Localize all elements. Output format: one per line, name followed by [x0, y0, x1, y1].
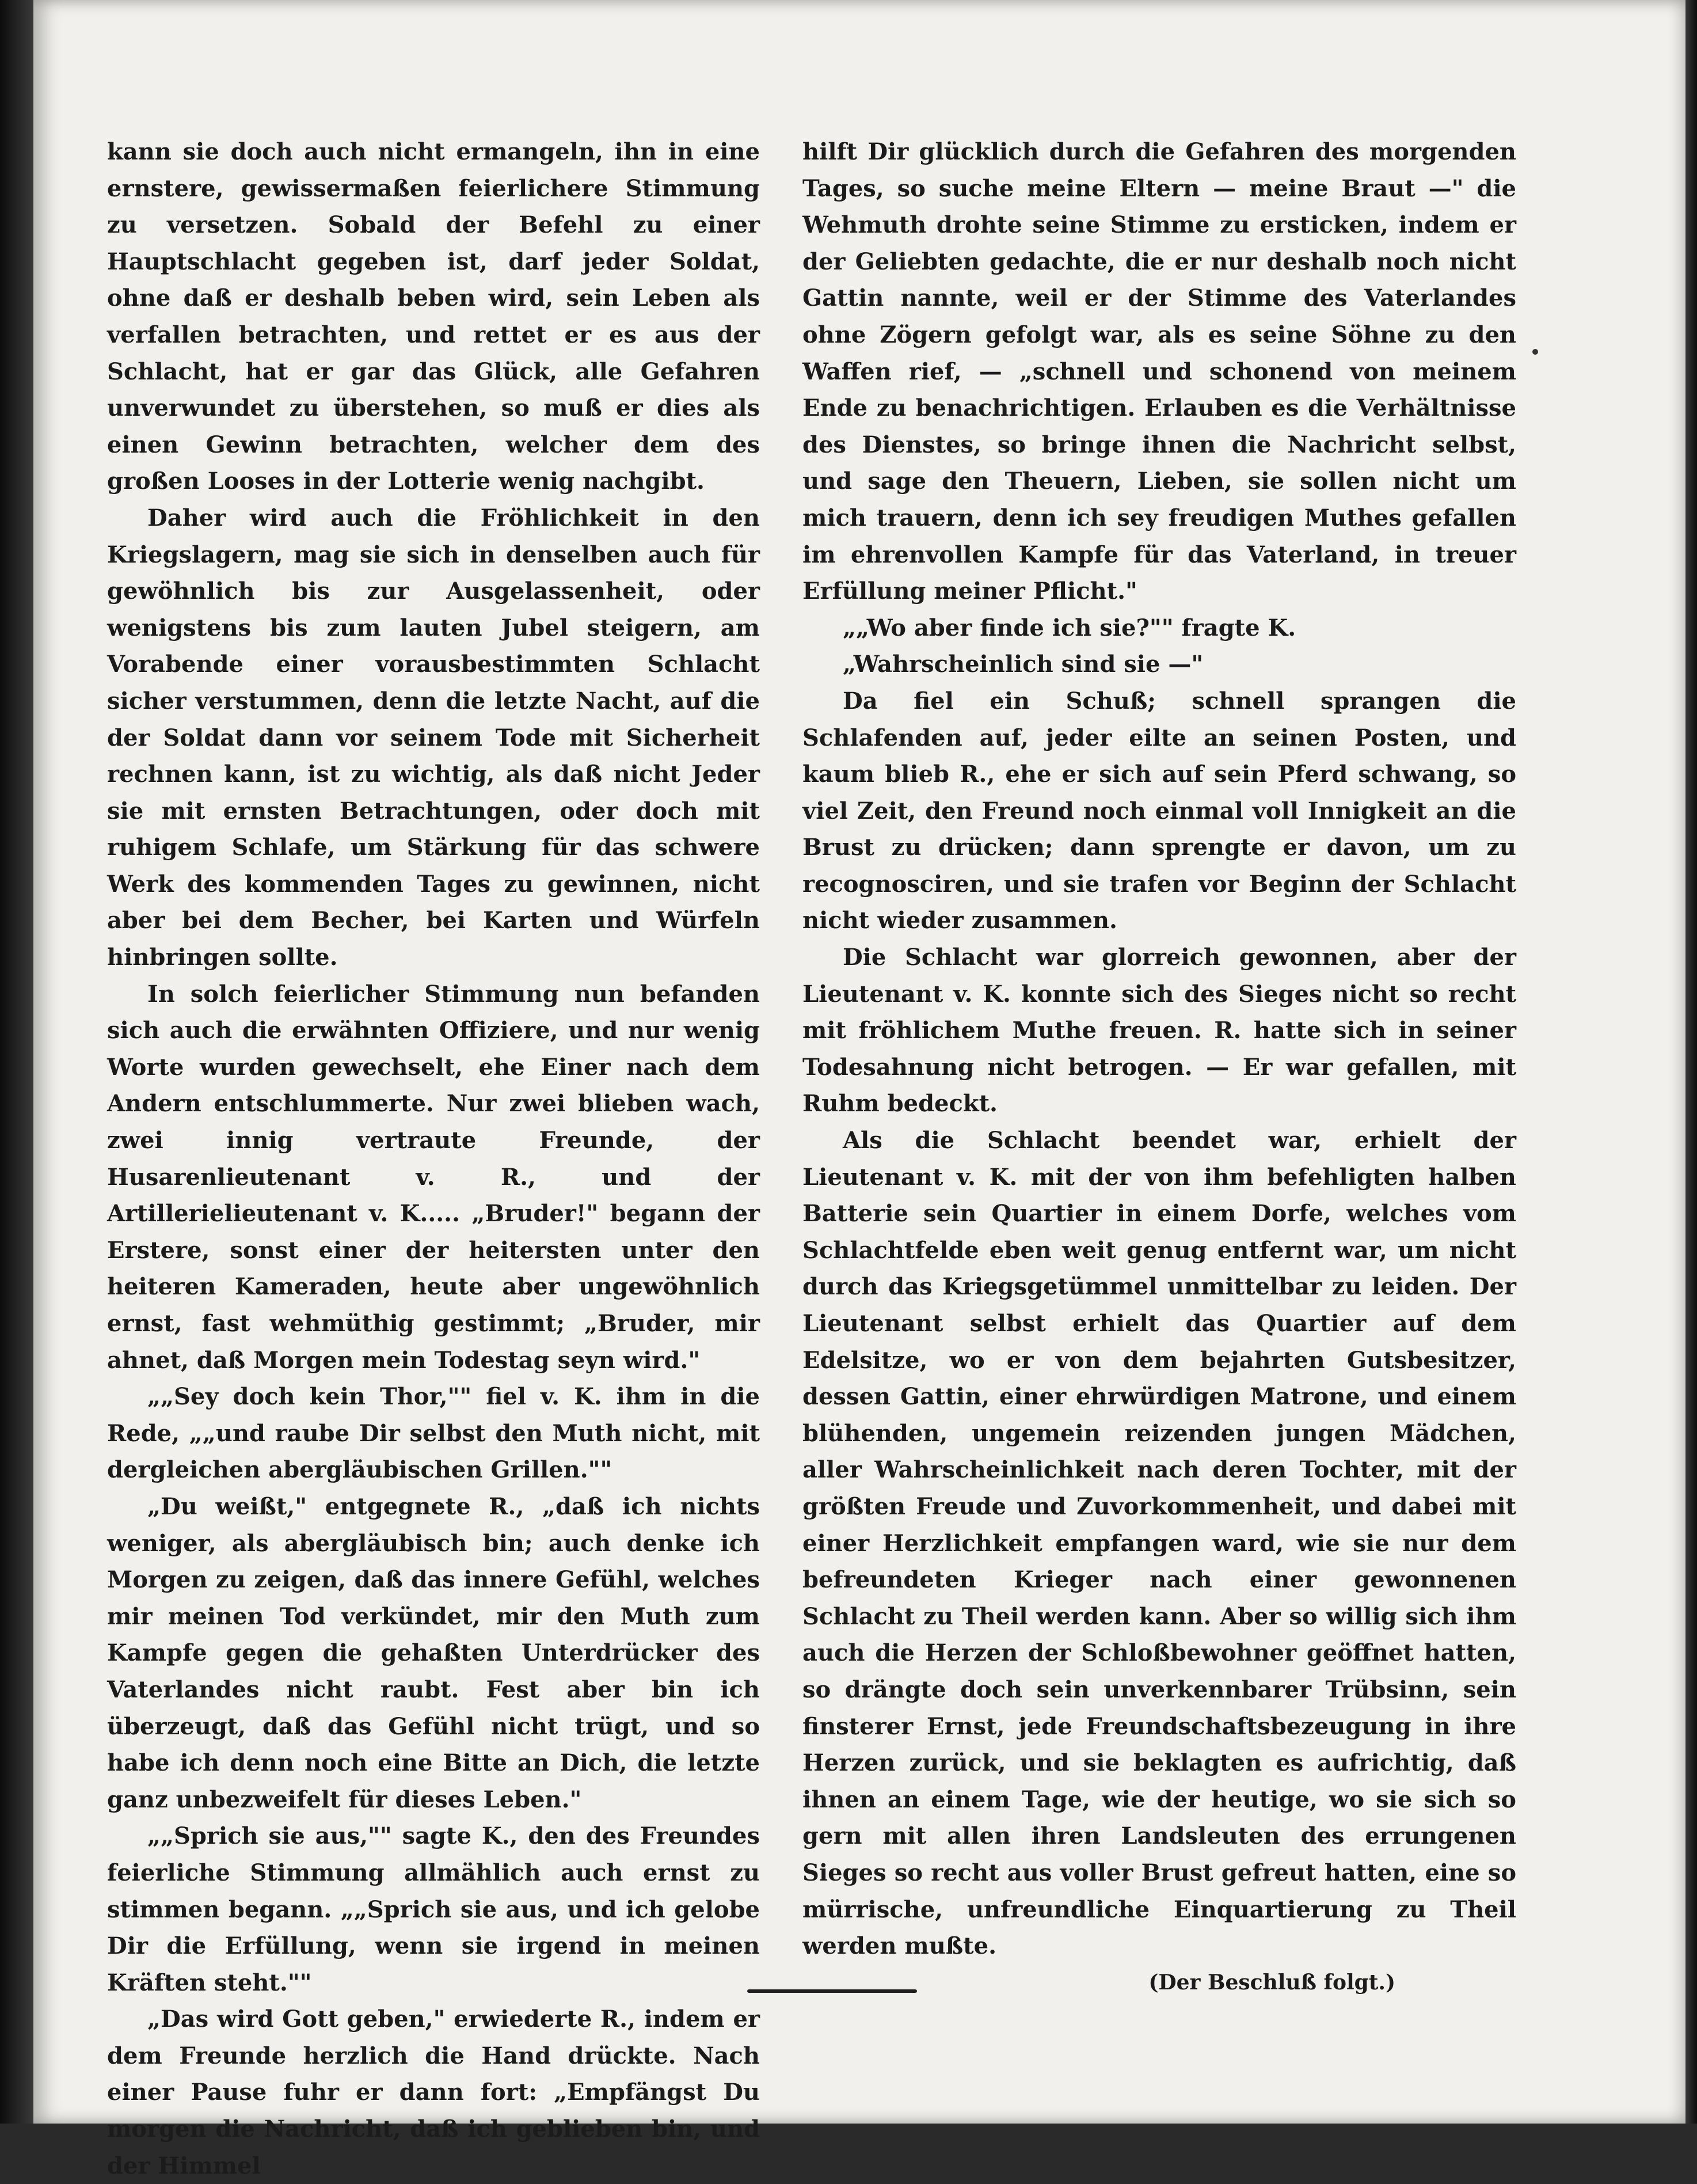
paragraph: In solch feierlicher Stimmung nun befanden sich auch die erwähnten Offiziere, und nur wenig Worte wurden gewechselt, ehe Einer nach dem Andern entschlummerte. Nur zwei blieben wach, zwei innig vertraute Freunde, der Husarenlieutenant v. R., und der Artillerielieutenant v. K..... „Bruder!" begann der Erstere, sonst einer der heitersten unter den heiteren Kameraden, heute aber ungewöhnlich ernst, fast wehmüthig gestimmt; „Bruder, mir ahnet, daß Morgen mein Todestag seyn wird.": [107, 980, 760, 1374]
paragraph: „Wahrscheinlich sind sie —": [843, 651, 1204, 678]
conclusion-note: (Der Beschluß folgt.): [1148, 1970, 1395, 1995]
paragraph: „Das wird Gott geben," erwiederte R., indem er dem Freunde herzlich die Hand drückte. Nach einer Pause fuhr er dann fort: „Empfängst Du morgen die Nachricht, daß ich geblieben bin, und der Himmel: [107, 2006, 760, 2179]
ink-speck: [1532, 349, 1538, 355]
right-column: [802, 134, 1516, 2001]
page: [33, 0, 1685, 2179]
paragraph: „„Sprich sie aus,"" sagte K., den des Freundes feierliche Stimmung allmählich auch ernst zu stimmen begann. „„Sprich sie aus, und ich gelobe Dir die Erfüllung, wenn sie irgend in meinen Kräften steht."": [107, 1822, 760, 1996]
paragraph: Da fiel ein Schuß; schnell sprangen die Schlafenden auf, jeder eilte an seinen Posten, und kaum blieb R., ehe er sich auf sein Pferd schwang, so viel Zeit, den Freund noch einmal voll Innigkeit an die Brust zu drücken; dann sprengte er davon, um zu recognosciren, und sie trafen vor Beginn der Schlacht nicht wieder zusammen.: [802, 687, 1516, 935]
paragraph: kann sie doch auch nicht ermangeln, ihn in eine ernstere, gewissermaßen feierlichere Stimmung zu versetzen. Sobald der Befehl zu einer Hauptschlacht gegeben ist, darf jeder Soldat, ohne daß er deshalb beben wird, sein Leben als verfallen betrachten, und rettet er es aus der Schlacht, hat er gar das Glück, alle Gefahren unverwundet zu überstehen, so muß er dies als einen Gewinn betrachten, welcher dem des großen Looses in der Lotterie wenig nachgibt.: [107, 138, 760, 495]
paragraph: „„Wo aber finde ich sie?"" fragte K.: [843, 614, 1296, 641]
paragraph: Daher wird auch die Fröhlichkeit in den Kriegslagern, mag sie sich in denselben auch für gewöhnlich bis zur Ausgelassenheit, oder wenigstens bis zum lauten Jubel steigern, am Vorabende einer vorausbestimmten Schlacht sicher verstummen, denn die letzte Nacht, auf die der Soldat dann vor seinem Tode mit Sicherheit rechnen kann, ist zu wichtig, als daß nicht Jeder sie mit ernsten Betrachtungen, oder doch mit ruhigem Schlafe, um Stärkung für das schwere Werk des kommenden Tages zu gewinnen, nicht aber bei dem Becher, bei Karten und Würfeln hinbringen sollte.: [107, 504, 760, 971]
scan-right-edge: [1685, 0, 1697, 2124]
paragraph: Als die Schlacht beendet war, erhielt der Lieutenant v. K. mit der von ihm befehligten halben Batterie sein Quartier in einem Dorfe, welches vom Schlachtfelde eben weit genug entfernt war, um nicht durch das Kriegsgetümmel unmittelbar zu leiden. Der Lieutenant selbst erhielt das Quartier auf dem Edelsitze, wo er von dem bejahrten Gutsbesitzer, dessen Gattin, einer ehrwürdigen Matrone, und einem blühenden, ungemein reizenden jungen Mädchen, aller Wahrscheinlichkeit nach deren Tochter, mit der größten Freude und Zuvorkommenheit, und dabei mit einer Herzlichkeit empfangen ward, wie sie nur dem befreundeten Krieger nach einer gewonnenen Schlacht zu Theil werden kann. Aber so willig sich ihm auch die Herzen der Schloßbewohner geöffnet hatten, so drängte doch sein unverkennbarer Trübsinn, sein finsterer Ernst, jede Freundschaftsbezeugung in ihre Herzen zurück, und sie beklagten es aufrichtig, daß ihnen an einem Tage, wie der heutige, wo sie sich so gern mit allen ihren Landsleuten des errungenen Sieges so recht aus voller Brust gefreut hatten, eine so mürrische, unfreundliche Einquartierung zu Theil werden mußte.: [802, 1127, 1516, 1960]
scan-left-edge: [0, 0, 33, 2124]
paragraph: „„Sey doch kein Thor,"" fiel v. K. ihm in die Rede, „„und raube Dir selbst den Muth nicht, mit dergleichen abergläubischen Grillen."": [107, 1383, 760, 1484]
end-rule: [747, 1989, 917, 1993]
paragraph: hilft Dir glücklich durch die Gefahren des morgenden Tages, so suche meine Eltern — meine Braut —" die Wehmuth drohte seine Stimme zu ersticken, indem er der Geliebten gedachte, die er nur deshalb noch nicht Gattin nannte, weil er der Stimme des Vaterlandes ohne Zögern gefolgt war, als es seine Söhne zu den Waffen rief, — „schnell und schonend von meinem Ende zu benachrichtigen. Erlauben es die Verhältnisse des Dienstes, so bringe ihnen die Nachricht selbst, und sage den Theuern, Lieben, sie sollen nicht um mich trauern, denn ich sey freudigen Muthes gefallen im ehrenvollen Kampfe für das Vaterland, in treuer Erfüllung meiner Pflicht.": [802, 138, 1516, 605]
paragraph: „Du weißt," entgegnete R., „daß ich nichts weniger, als abergläubisch bin; auch denke ich Morgen zu zeigen, daß das innere Gefühl, welches mir meinen Tod verkündet, mir den Muth zum Kampfe gegen die gehaßten Unterdrücker des Vaterlandes nicht raubt. Fest aber bin ich überzeugt, daß das Gefühl nicht trügt, und so habe ich denn noch eine Bitte an Dich, die letzte ganz unbezweifelt für dieses Leben.": [107, 1492, 760, 1813]
left-column: [107, 134, 760, 2184]
paragraph: Die Schlacht war glorreich gewonnen, aber der Lieutenant v. K. konnte sich des Sieges nicht so recht mit fröhlichem Muthe freuen. R. hatte sich in seiner Todesahnung nicht betrogen. — Er war gefallen, mit Ruhm bedeckt.: [802, 944, 1516, 1118]
